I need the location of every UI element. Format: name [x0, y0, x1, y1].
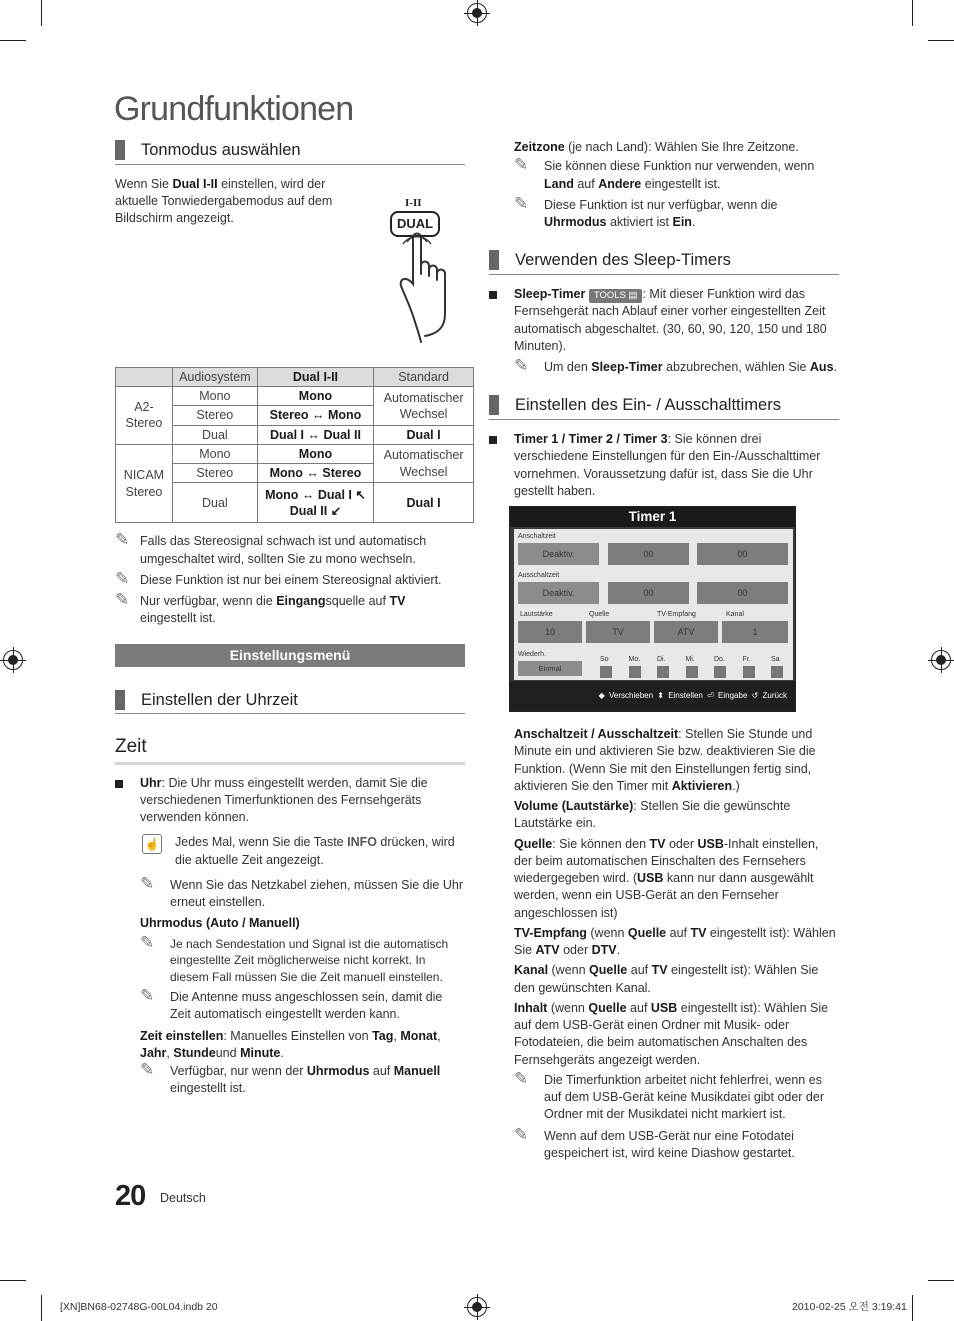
osd-day-checkbox: [629, 666, 641, 678]
osd-field: TV: [586, 621, 650, 643]
tonmodus-block: [115, 176, 465, 356]
osd-day-checkbox: [686, 666, 698, 678]
crop-mark: [41, 0, 42, 26]
table-cell: Stereo: [172, 406, 257, 425]
desc-inhalt: Inhalt (wenn Quelle auf USB eingestellt ist): Wählen Sie auf dem USB-Gerät einen Ordner mit Musik- oder Fotodateien, die beim automatischen Anschalten des Fernsehgeräts angezeigt werden.: [514, 1000, 829, 1067]
pencil-icon: ✎: [140, 1060, 155, 1080]
section-heading-ein-aus-timer: Einstellen des Ein- / Ausschalttimers: [489, 394, 839, 420]
uhr-item: Uhr: Die Uhr muss eingestellt werden, damit Sie die verschiedenen Timerfunktionen des Fernsehgeräts verwenden können.: [115, 775, 465, 827]
tonmodus-text: Wenn Sie Dual I-II einstellen, wird der aktuelle Tonwiedergabemodus auf dem Bildschirm angezeigt.: [115, 176, 333, 226]
table-header: Audiosystem: [172, 367, 257, 386]
pencil-icon: ✎: [514, 1068, 529, 1088]
pencil-icon: ✎: [140, 873, 155, 893]
table-cell: Mono: [172, 387, 257, 406]
crop-mark: [0, 1280, 26, 1281]
sound-mode-table: [115, 367, 474, 524]
uhrmodus-heading: Uhrmodus (Auto / Manuell): [140, 916, 300, 931]
osd-field: ATV: [654, 621, 718, 643]
osd-field: 10: [518, 621, 582, 643]
registration-mark-icon: [467, 3, 487, 23]
osd-day-label: Do.: [714, 656, 725, 664]
table-cell: Dual I: [374, 483, 474, 523]
timer-item: Timer 1 / Timer 2 / Timer 3: Sie können drei verschiedene Einstellungen für den Ein-/Ausschalttimer vornehmen. Voraussetzung dafür ist, dass Sie die Uhr gestellt haben.: [489, 431, 839, 500]
hand-pointer-icon: [385, 196, 475, 346]
osd-title: Timer 1: [510, 507, 795, 527]
pencil-icon: ✎: [514, 193, 529, 213]
pencil-icon: ✎: [115, 590, 130, 610]
osd-day-label: Mi.: [685, 656, 695, 664]
note: ✎ Nur verfügbar, wenn die Eingangsquelle auf TV eingestellt ist.: [115, 590, 406, 626]
osd-day-checkbox: [600, 666, 612, 678]
osd-day-label: Sa: [771, 656, 780, 664]
osd-day-label: So: [600, 656, 609, 664]
table-cell: Dual: [172, 425, 257, 444]
section-heading-zeit: Zeit: [115, 734, 465, 764]
desc-kanal: Kanal (wenn Quelle auf TV eingestellt ist): Wählen Sie den gewünschten Kanal.: [514, 963, 819, 995]
table-cell: Mono: [257, 387, 373, 406]
table-row-label: NICAM Stereo: [116, 444, 173, 523]
note: ✎ Diese Funktion ist nur verfügbar, wenn die Uhrmodus aktiviert ist Ein.: [514, 193, 778, 229]
menu-bar-einstellungsmenue: Einstellungsmenü: [115, 644, 465, 667]
info-note: ☝ Jedes Mal, wenn Sie die Taste INFO drücken, wird die aktuelle Zeit angezeigt.: [115, 834, 465, 869]
osd-field: Deaktiv.: [518, 543, 599, 565]
table-header: Standard: [374, 367, 474, 386]
note: ✎ Wenn auf dem USB-Gerät nur eine Fotodatei gespeichert ist, wird keine Diashow gestartet.: [514, 1124, 795, 1160]
osd-field: 00: [697, 543, 788, 565]
note: ✎ Wenn Sie das Netzkabel ziehen, müssen Sie die Uhr erneut einstellen.: [140, 873, 463, 909]
pencil-icon: ✎: [115, 568, 130, 588]
note: ✎ Je nach Sendestation und Signal ist die automatisch eingestellte Zeit möglicherweise nicht korrekt. In diesem Fall müssen Sie die Zeit manuell einstellen.: [140, 932, 449, 984]
table-cell: Mono ↔ Stereo: [257, 464, 373, 483]
crop-mark: [0, 40, 26, 41]
osd-label: Quelle: [589, 611, 610, 619]
osd-nav-bar: ◆ Verschieben ⬍ Einstellen ⏎ Eingabe ↺ Zurück: [510, 681, 795, 711]
dual-button: DUAL: [390, 211, 440, 237]
table-cell: Mono ↔ Dual I ↖ Dual II ↙: [257, 483, 373, 523]
table-cell: Automatischer Wechsel: [374, 387, 474, 426]
osd-field: 00: [697, 582, 788, 604]
section-heading-uhrzeit: Einstellen der Uhrzeit: [115, 689, 465, 715]
footer-date: 2010-02-25 오전 3:19:41: [792, 1301, 907, 1313]
desc-tv-empfang: TV-Empfang (wenn Quelle auf TV eingestellt ist): Wählen Sie ATV oder DTV.: [514, 925, 836, 958]
osd-day-checkbox: [771, 666, 783, 678]
footer-file: [XN]BN68-02748G-00L04.indb 20: [60, 1301, 218, 1313]
registration-mark-icon: [467, 1297, 487, 1317]
sleep-item: Sleep-Timer TOOLS ▤ : Mit dieser Funktion wird das Fernsehgerät nach Ablauf einer vorher eingestellten Zeit automatisch abgeschaltet. (30, 60, 90, 120, 150 und 180 Minuten).: [489, 286, 839, 355]
crop-mark: [928, 1280, 954, 1281]
crop-mark: [928, 40, 954, 41]
note: ✎ Um den Sleep-Timer abzubrechen, wählen Sie Aus.: [514, 356, 838, 376]
table-cell: Mono: [257, 444, 373, 463]
table-cell: Stereo ↔ Mono: [257, 406, 373, 425]
osd-field: 1: [722, 621, 788, 643]
crop-mark: [912, 1295, 913, 1321]
page-number: 20: [115, 1180, 146, 1212]
crop-mark: [41, 1295, 42, 1321]
pencil-icon: ✎: [115, 530, 130, 550]
osd-label: Lautstärke: [520, 611, 553, 619]
zeitzone-item: Zeitzone (je nach Land): Wählen Sie Ihre Zeitzone.: [514, 140, 799, 154]
desc-quelle: Quelle: Sie können den TV oder USB-Inhalt einstellen, der beim automatischen Einschalten des Fernsehers wiedergegeben wird. (USB kann nur dann ausgewählt werden, wenn ein USB-Gerät an den Fernseher angeschlossen ist): [514, 836, 819, 920]
osd-label: Wiederh.: [518, 651, 547, 659]
right-column: [489, 139, 839, 1166]
remote-label: I-II: [405, 196, 422, 209]
registration-mark-icon: [931, 650, 951, 670]
page-language: Deutsch: [160, 1191, 206, 1205]
table-cell: Stereo: [172, 464, 257, 483]
osd-label: Ausschaltzeit: [518, 572, 560, 580]
desc-volume: Volume (Lautstärke): Stellen Sie die gewünschte Lautstärke ein.: [514, 799, 791, 831]
pencil-icon: ✎: [514, 155, 529, 175]
zeit-einstellen: Zeit einstellen: Manuelles Einstellen von Tag, Monat, Jahr, Stundeund Minute.: [140, 1028, 441, 1060]
left-column: [115, 139, 465, 1102]
osd-label: TV-Empfang: [657, 611, 696, 619]
note: ✎ Sie können diese Funktion nur verwenden, wenn Land auf Andere eingestellt ist.: [514, 155, 815, 191]
tools-badge: TOOLS ▤: [589, 289, 643, 303]
registration-mark-icon: [3, 650, 23, 670]
table-cell: Dual I: [374, 425, 474, 444]
osd-label: Kanal: [726, 611, 744, 619]
note: ✎ Die Antenne muss angeschlossen sein, damit die Zeit automatisch eingestellt werden kann.: [140, 986, 443, 1022]
remote-illustration: [385, 196, 475, 346]
osd-panel: [514, 529, 793, 680]
timer-descriptions: [489, 726, 839, 1162]
osd-day-checkbox: [657, 666, 669, 678]
table-header-blank: [116, 367, 173, 386]
crop-mark: [912, 0, 913, 26]
note: ✎ Diese Funktion ist nur bei einem Stereosignal aktiviert.: [115, 568, 442, 588]
timer-osd-screenshot: [509, 506, 796, 712]
section-heading-sleep: Verwenden des Sleep-Timers: [489, 249, 839, 275]
table-cell: Mono: [172, 444, 257, 463]
note: ✎ Verfügbar, nur wenn der Uhrmodus auf Manuell eingestellt ist.: [140, 1060, 441, 1096]
osd-day-label: Di.: [657, 656, 666, 664]
note: ✎ Die Timerfunktion arbeitet nicht fehlerfrei, wenn es auf dem USB-Gerät keine Musikdatei gibt oder der Ordner mit der Musikdatei nicht markiert ist.: [514, 1068, 824, 1122]
osd-label: Anschaltzeit: [518, 533, 556, 541]
pencil-icon: ✎: [140, 932, 155, 952]
osd-day-checkbox: [743, 666, 755, 678]
pencil-icon: ✎: [514, 1124, 529, 1144]
table-notes: [115, 530, 465, 627]
osd-field: Deaktiv.: [518, 582, 599, 604]
table-row-label: A2-Stereo: [116, 387, 173, 445]
osd-field: 00: [608, 582, 689, 604]
table-cell: Dual I ↔ Dual II: [257, 425, 373, 444]
osd-day-checkbox: [714, 666, 726, 678]
remote-info-icon: ☝: [142, 834, 162, 854]
section-heading-tonmodus: Tonmodus auswählen: [115, 139, 465, 165]
note: ✎ Falls das Stereosignal schwach ist und automatisch umgeschaltet wird, sollten Sie zu mono wechseln.: [115, 530, 427, 566]
pencil-icon: ✎: [140, 986, 155, 1006]
osd-day-label: Mo.: [628, 656, 641, 664]
osd-field: Einmal: [518, 661, 582, 676]
page-title: Grundfunktionen: [114, 90, 354, 128]
osd-day-label: Fr.: [742, 656, 751, 664]
desc-anschaltzeit: Anschaltzeit / Ausschaltzeit: Stellen Sie Stunde und Minute ein und aktivieren Sie bzw. deaktivieren Sie die Funktion. (Wenn Sie mit den Einstellungen fertig sind, aktivieren Sie den Timer mit Aktivieren.): [514, 727, 816, 793]
osd-field: 00: [608, 543, 689, 565]
table-cell: Automatischer Wechsel: [374, 444, 474, 483]
table-header: Dual I-II: [257, 367, 373, 386]
table-cell: Dual: [172, 483, 257, 523]
pencil-icon: ✎: [514, 356, 529, 376]
